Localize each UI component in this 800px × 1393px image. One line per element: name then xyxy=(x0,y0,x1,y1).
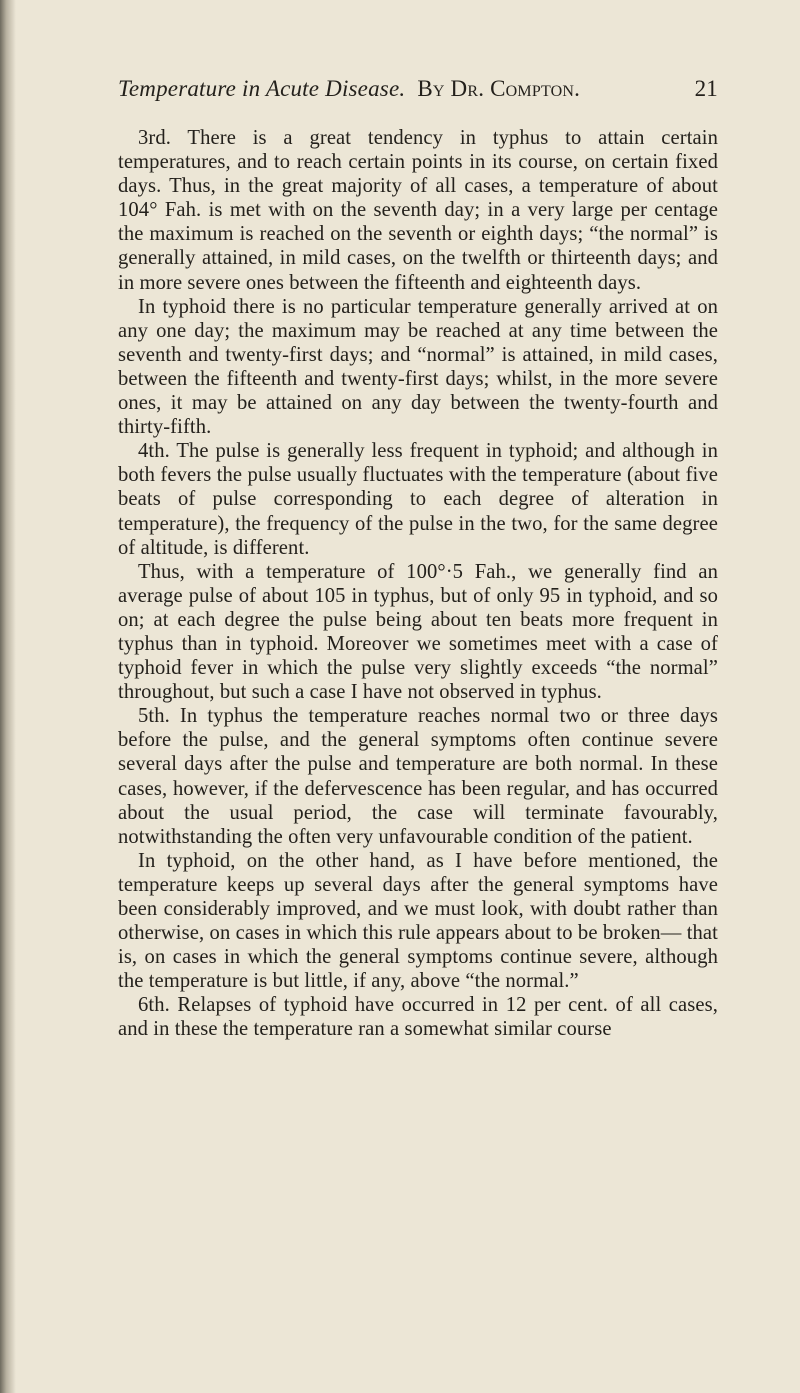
paragraph-6th: 6th. Relapses of typhoid have occurred in 12 per cent. of all cases, and in these the temperature ran a somewhat similar course xyxy=(118,994,718,1041)
body-text xyxy=(118,126,718,1042)
running-head xyxy=(118,76,718,102)
running-head-author: By Dr. Compton. xyxy=(417,76,581,101)
paragraph-5th: 5th. In typhus the temperature reaches normal two or three days before the pulse, and the general symptoms often continue severe several days after the pulse and temperature are both normal. In these cases, however, if the defervescence has been regular, and has occurred about the usual period, the case will terminate favourably, notwithstanding the often very unfavourable condition of the patient. xyxy=(118,705,718,848)
paragraph-3rd: 3rd. There is a great tendency in typhus to attain certain temperatures, and to reach certain points in its course, on certain fixed days. Thus, in the great majority of all cases, a temperature of about 104° Fah. is met with on the seventh day; in a very large per centage the maximum is reached on the seventh or eighth days; “the normal” is generally attained, in mild cases, on the twelfth or thirteenth days; and in more severe ones between the fifteenth and eighteenth days. xyxy=(118,127,718,294)
running-head-title: Temperature in Acute Disease. xyxy=(118,76,406,101)
paragraph-4th: 4th. The pulse is generally less frequent in typhoid; and although in both fevers the pulse usually fluctuates with the temperature (about five beats of pulse corresponding to each degree of alteration in temperature), the frequency of the pulse in the two, for the same degree of altitude, is different. xyxy=(118,440,718,559)
paragraph-in-typhoid: In typhoid, on the other hand, as I have before mentioned, the temperature keeps up several days after the general symptoms have been considerably improved, and we must look, with doubt rather than otherwise, on cases in which this rule appears about to be broken— that is, on cases in which the general symptoms continue severe, although the temperature is but little, if any, above “the normal.” xyxy=(118,849,718,993)
page-number: 21 xyxy=(694,76,718,101)
paragraph-typhoid: In typhoid there is no particular temperature generally arrived at on any one day; the maximum may be reached at any time between the seventh and twenty-first days; and “normal” is attained, in mild cases, between the fifteenth and twenty-first days; whilst, in the more severe ones, it may be attained on any day between the twenty-fourth and thirty-fifth. xyxy=(118,295,718,439)
paragraph-thus: Thus, with a temperature of 100°·5 Fah., we generally find an average pulse of about 105 in typhus, but of only 95 in typhoid, and so on; at each degree the pulse being about ten beats more frequent in typhus than in typhoid. Moreover we sometimes meet with a case of typhoid fever in which the pulse very slightly exceeds “the normal” throughout, but such a case I have not observed in typhus. xyxy=(118,560,718,704)
